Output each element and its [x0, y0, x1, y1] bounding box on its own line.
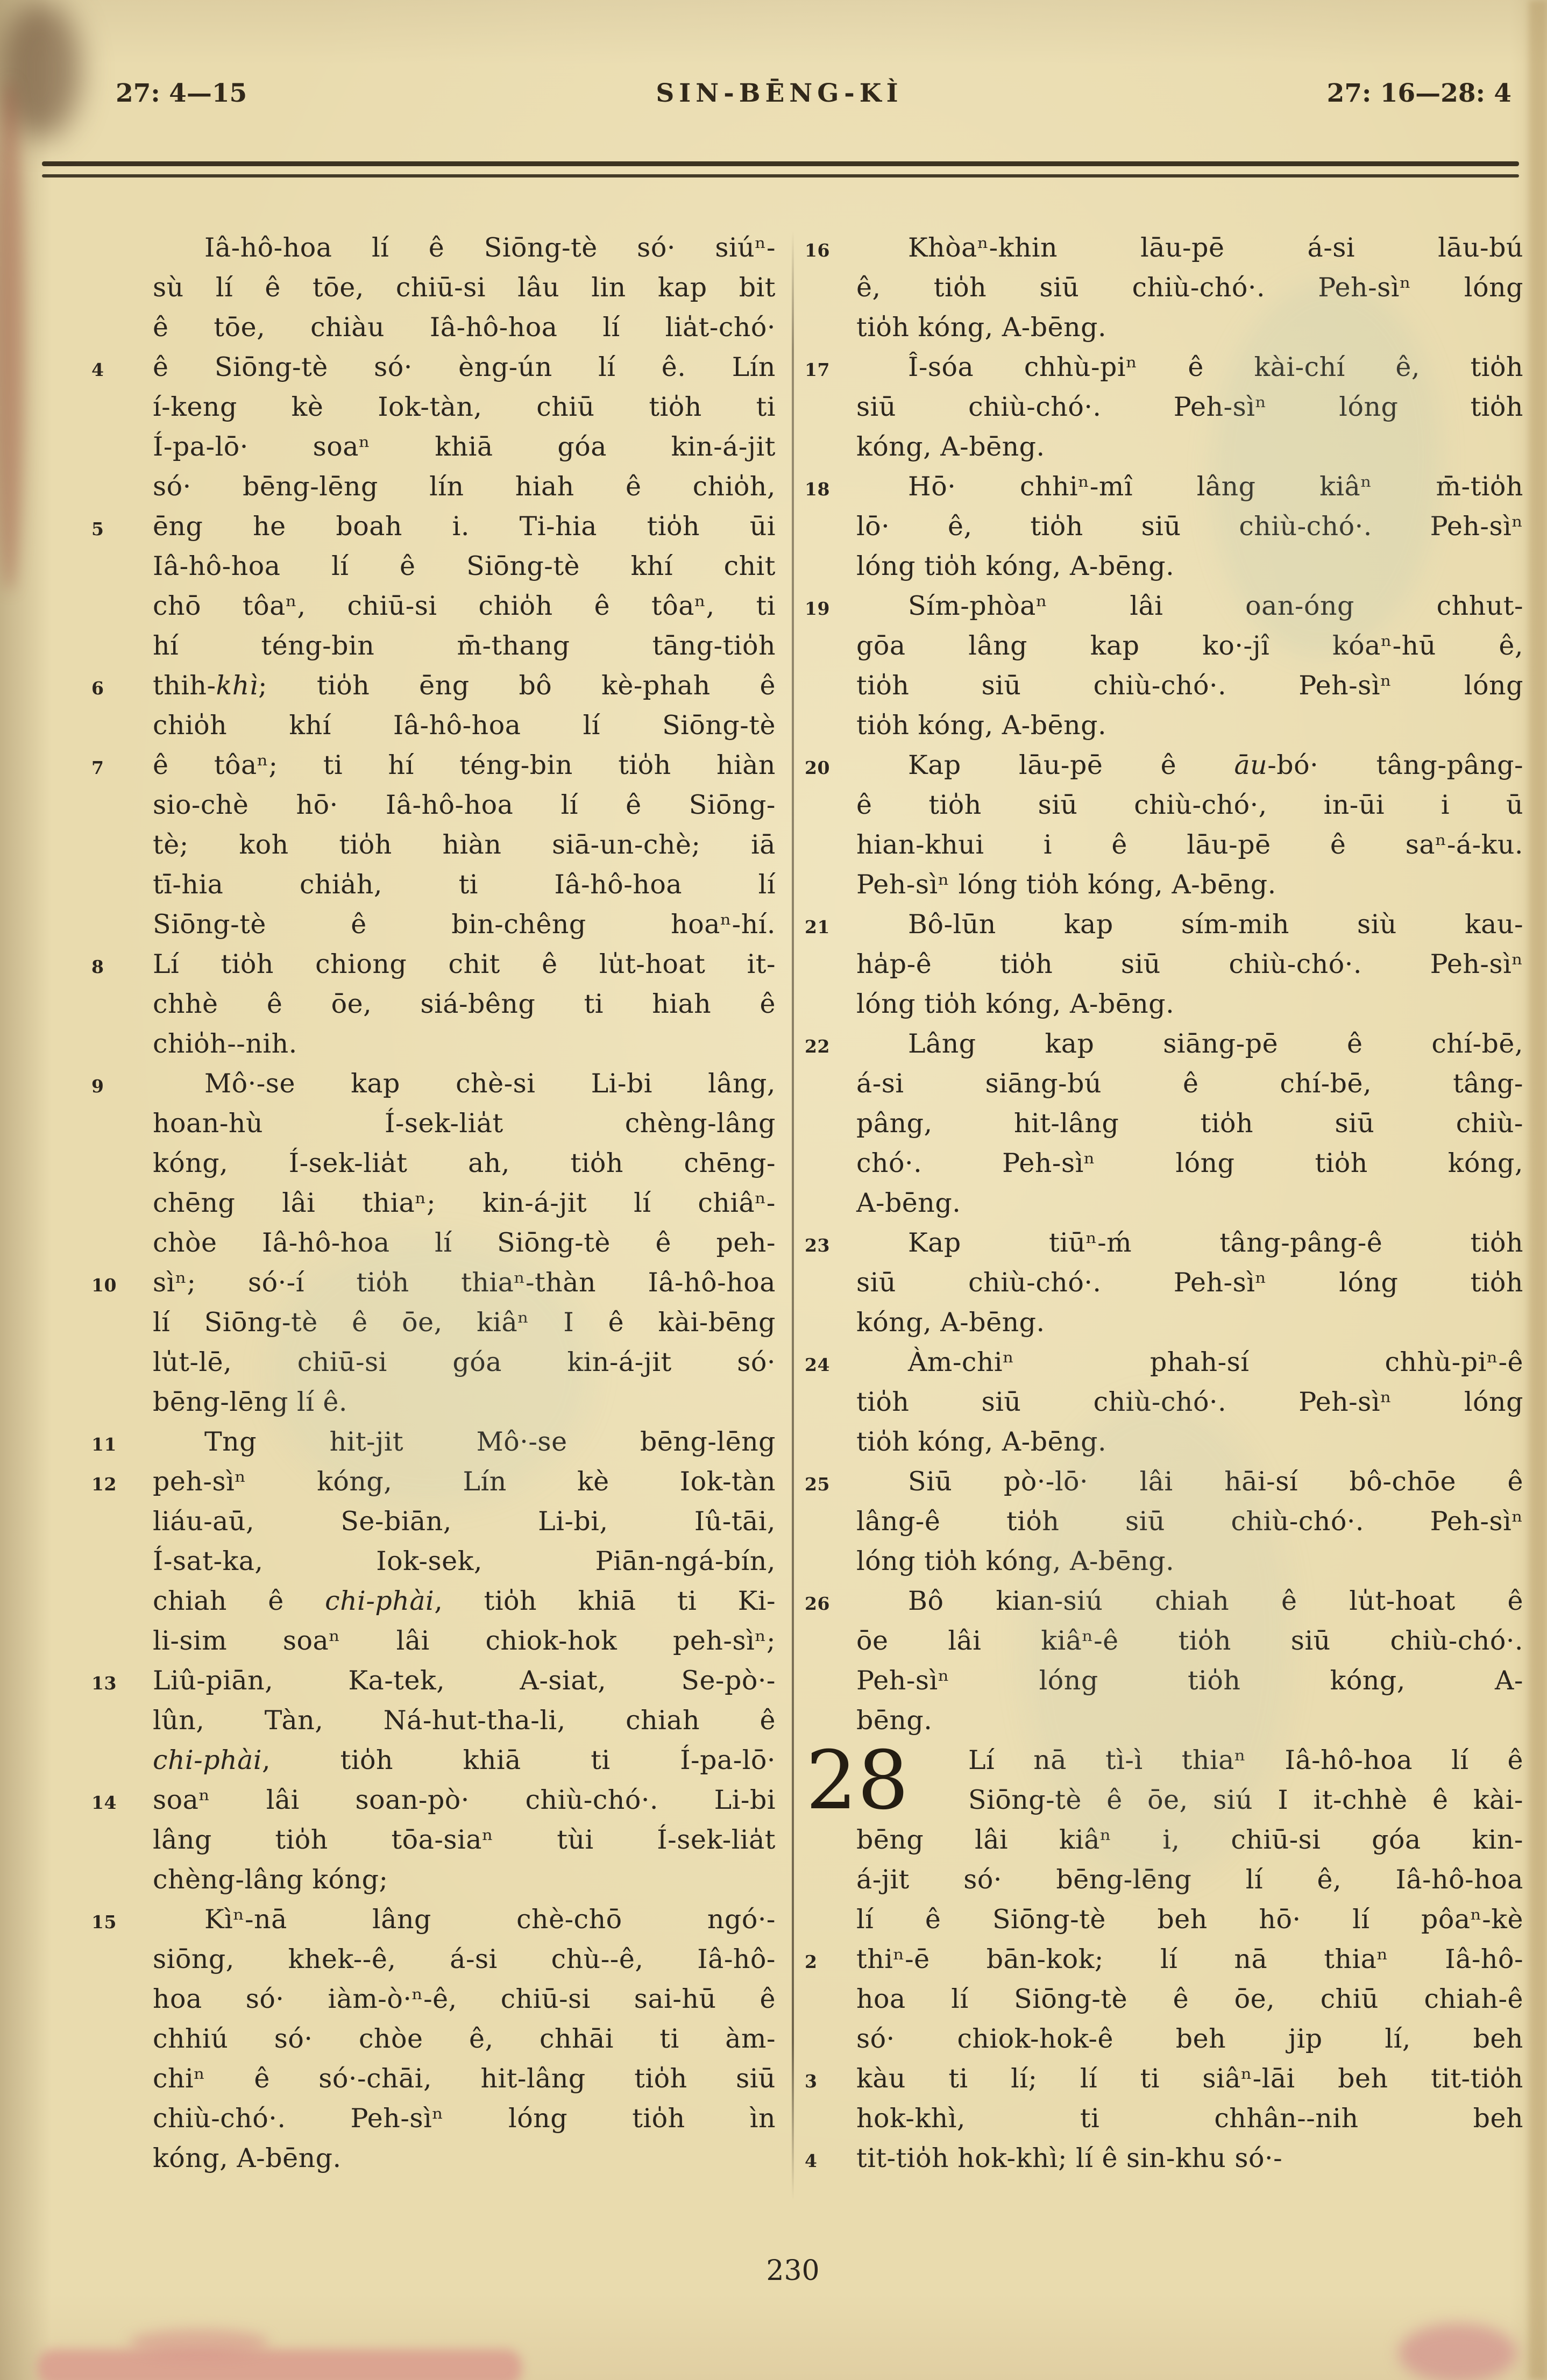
verse-text: Siū pò·-lō· lâi hāi-sí bô-chōe ê: [908, 1466, 1523, 1497]
verse-text: lâng-ê tio̍h siū chiù-chó·. Peh-sìⁿ: [856, 1506, 1523, 1537]
verse-text: liáu-aū, Se-biān, Li-bi, Iû-tāi,: [153, 1506, 776, 1537]
verse-text: Lí tio̍h chiong chit ê lu̍t-hoat it-: [153, 949, 776, 979]
verse-text: á-jit só· bēng-lēng lí ê, Iâ-hô-hoa: [856, 1864, 1523, 1895]
verse-text: chó·. Peh-sìⁿ lóng tio̍h kóng,: [856, 1148, 1523, 1178]
corner-pink-stain: [1399, 2324, 1517, 2380]
verse-text: peh-sìⁿ kóng, Lín kè Iok-tàn: [153, 1466, 776, 1497]
verse-text: bēng-lēng lí ê.: [153, 1387, 348, 1417]
verse-text: lóng tio̍h kóng, A-bēng.: [856, 1546, 1175, 1576]
verse-text: hoa só· iàm-ò·ⁿ-ê, chiū-si sai-hū ê: [153, 1984, 776, 2014]
page-number: 230: [766, 2255, 820, 2287]
verse-line: [153, 546, 776, 586]
verse-line: [91, 944, 776, 984]
verse-text: ê, tio̍h siū chiù-chó·. Peh-sìⁿ lóng: [856, 272, 1523, 303]
verse-text: siū chiù-chó·. Peh-sìⁿ lóng tio̍h: [856, 1267, 1523, 1298]
verse-text: ha̍p-ê tio̍h siū chiù-chó·. Peh-sìⁿ: [856, 949, 1523, 979]
verse-line: [153, 1860, 776, 1900]
verse-line: [153, 1820, 776, 1860]
verse-line: [153, 1024, 776, 1064]
verse-text: tio̍h kóng, A-bēng.: [856, 312, 1107, 343]
verse-text: chēng lâi thiaⁿ; kin-á-jit lí chiâⁿ-: [153, 1188, 776, 1218]
verse-text: chiⁿ ê só·-chāi, hit-lâng tio̍h siū: [153, 2063, 776, 2094]
verse-line: [153, 825, 776, 865]
verse-text: ê tio̍h siū chiù-chó·, in-ūi i ū: [856, 790, 1523, 820]
verse-text: Kìⁿ-nā lâng chè-chō ngó·-: [204, 1904, 776, 1935]
verse-line: [805, 745, 1523, 785]
verse-line: [153, 1939, 776, 1979]
verse-line: [153, 1979, 776, 2019]
verse-line: [856, 1900, 1523, 1939]
verse-line: [153, 1183, 776, 1223]
verse-number: 6: [91, 678, 104, 699]
verse-number: 22: [805, 1036, 830, 1057]
verse-text: pâng, hit-lâng tio̍h siū chiù-: [856, 1108, 1523, 1139]
verse-text: lí Siōng-tè ê ōe, kiâⁿ I ê kài-bēng: [153, 1307, 776, 1338]
verse-line: [856, 2019, 1523, 2059]
verse-text: Tng hit-jit Mô·-se bēng-lēng: [204, 1426, 776, 1457]
verse-text: kàu ti lí; lí ti siâⁿ-lāi beh tit-tio̍h: [856, 2063, 1523, 2094]
verse-number: 25: [805, 1474, 830, 1495]
verse-line: [153, 1701, 776, 1740]
verse-text: Siōng-tè ê bin-chêng hoaⁿ-hí.: [153, 909, 776, 940]
verse-line: [856, 1263, 1523, 1303]
verse-number: 16: [805, 240, 830, 261]
verse-text: tio̍h kóng, A-bēng.: [856, 1426, 1107, 1457]
verse-text: lóng tio̍h kóng, A-bēng.: [856, 989, 1175, 1019]
verse-number: 23: [805, 1235, 830, 1256]
verse-text: chòe Iâ-hô-hoa lí Siōng-tè ê peh-: [153, 1227, 776, 1258]
verse-line: [153, 2139, 776, 2178]
verse-line: [856, 785, 1523, 825]
verse-number: 17: [805, 359, 830, 380]
verse-text: só· bēng-lēng lín hiah ê chio̍h,: [153, 471, 776, 502]
verse-text: Hō· chhiⁿ-mî lâng kiâⁿ m̄-tio̍h: [908, 471, 1523, 502]
verse-text: Í-sat-ka, Iok-sek, Piān-ngá-bín,: [153, 1546, 776, 1576]
verse-line: [153, 2099, 776, 2139]
verse-text: tī-hia chia̍h, ti Iâ-hô-hoa lí: [153, 869, 776, 900]
verse-line: [91, 1900, 776, 1939]
verse-number: 14: [91, 1792, 117, 1813]
verse-text: lō· ê, tio̍h siū chiù-chó·. Peh-sìⁿ: [856, 511, 1523, 542]
verse-number: 12: [91, 1474, 117, 1495]
verse-line: [153, 387, 776, 427]
verse-text: tè; koh tio̍h hiàn siā-un-chè; iā: [153, 829, 776, 860]
header-rule-bottom: [42, 174, 1519, 177]
verse-text: hian-khui i ê lāu-pē ê saⁿ-á-ku.: [856, 829, 1523, 860]
header-rule-top: [42, 161, 1519, 166]
verse-text: lâng tio̍h tōa-siaⁿ tùi Í-sek-lia̍t: [153, 1824, 776, 1855]
verse-text: soaⁿ lâi soan-pò· chiù-chó·. Li-bi: [153, 1785, 776, 1815]
verse-line: [153, 905, 776, 944]
verse-line: [153, 865, 776, 905]
verse-text: Khòaⁿ-khin lāu-pē á-si lāu-bú: [908, 232, 1523, 263]
verse-text: í-keng kè Iok-tàn, chiū tio̍h ti: [153, 392, 776, 422]
verse-number: 11: [91, 1434, 117, 1455]
verse-line: [805, 586, 1523, 626]
verse-line: [805, 2059, 1523, 2099]
verse-text: kóng, A-bēng.: [856, 1307, 1045, 1338]
verse-text: lí ê Siōng-tè beh hō· lí pôaⁿ-kè: [856, 1904, 1523, 1935]
verse-text: Peh-sìⁿ lóng tio̍h kóng, A-bēng.: [856, 869, 1276, 900]
verse-line: [153, 308, 776, 347]
verse-text: tio̍h siū chiù-chó·. Peh-sìⁿ lóng: [856, 670, 1523, 701]
verse-line: [91, 666, 776, 706]
verse-line: [856, 825, 1523, 865]
verse-text: Peh-sìⁿ lóng tio̍h kóng, A-: [856, 1665, 1523, 1696]
verse-text: Mô·-se kap chè-si Li-bi lâng,: [204, 1068, 776, 1099]
verse-text: tit-tio̍h hok-khì; lí ê sin-khu só·-: [856, 2143, 1283, 2173]
verse-text: li-sim soaⁿ lâi chiok-hok peh-sìⁿ;: [153, 1625, 776, 1656]
verse-text: siū chiù-chó·. Peh-sìⁿ lóng tio̍h: [856, 392, 1523, 422]
verse-number: 9: [91, 1076, 104, 1097]
verse-text: chiah ê chi-phài, tio̍h khiā ti Ki-: [153, 1586, 776, 1616]
verse-text: Sím-phòaⁿ lâi oan-óng chhut-: [908, 591, 1523, 621]
verse-line: [856, 666, 1523, 706]
verse-text: chio̍h khí Iâ-hô-hoa lí Siōng-tè: [153, 710, 776, 741]
verse-line: [856, 1183, 1523, 1223]
verse-line: [856, 626, 1523, 666]
verse-text: Liû-piān, Ka-tek, A-siat, Se-pò·-: [153, 1665, 776, 1696]
running-header: [43, 79, 1516, 122]
verse-text: Siōng-tè ê ōe, siú I it-chhè ê kài-: [968, 1785, 1523, 1815]
verse-text: ê tôaⁿ; ti hí téng-bin tio̍h hiàn: [153, 750, 776, 780]
verse-text: kóng, A-bēng.: [153, 2143, 342, 2173]
verse-text: lóng tio̍h kóng, A-bēng.: [856, 551, 1175, 581]
verse-number: 18: [805, 479, 830, 500]
verse-line: [856, 944, 1523, 984]
verse-text: Bô-lūn kap sím-mih siù kau-: [908, 909, 1523, 940]
book-title: SIN-BĒNG-KÌ: [656, 79, 903, 108]
verse-line: [91, 745, 776, 785]
verse-line: [153, 785, 776, 825]
verse-number: 8: [91, 956, 104, 977]
verse-line: [153, 2059, 776, 2099]
verse-number: 4: [805, 2150, 818, 2171]
verse-text: tio̍h kóng, A-bēng.: [856, 710, 1107, 741]
verse-text: siōng, khek--ê, á-si chù--ê, Iâ-hô-: [153, 1944, 776, 1974]
verse-line: [805, 1223, 1523, 1263]
verse-text: chhè ê ōe, siá-bêng ti hiah ê: [153, 989, 776, 1019]
verse-line: [153, 984, 776, 1024]
verse-text: só· chiok-hok-ê beh jip lí, beh: [856, 2023, 1523, 2054]
bottom-pink-stain-small: [129, 2329, 269, 2356]
showthrough-ghost: [269, 1237, 592, 1506]
verse-text: lu̍t-lē, chiū-si góa kin-á-jit só·: [153, 1347, 776, 1377]
verse-line: [153, 427, 776, 467]
verse-line: [153, 586, 776, 626]
verse-number: 20: [805, 757, 830, 778]
verse-line: [91, 347, 776, 387]
verse-line: [856, 1104, 1523, 1143]
verse-line: [91, 1780, 776, 1820]
verse-text: hoan-hù Í-sek-lia̍t chèng-lâng: [153, 1108, 776, 1139]
verse-text: sio-chè hō· Iâ-hô-hoa lí ê Siōng-: [153, 790, 776, 820]
verse-line: [805, 2139, 1523, 2178]
verse-line: [856, 1979, 1523, 2019]
verse-text: gōa lâng kap ko·-jî kóaⁿ-hū ê,: [856, 630, 1523, 661]
left-text-column: [91, 228, 776, 2178]
verse-line: [856, 2099, 1523, 2139]
verse-text: Kap tiūⁿ-ḿ tâng-pâng-ê tio̍h: [908, 1227, 1523, 1258]
verse-number: 24: [805, 1354, 830, 1375]
verse-line: [856, 1143, 1523, 1183]
left-edge-red-stain: [0, 81, 24, 592]
verse-text: chiù-chó·. Peh-sìⁿ lóng tio̍h ìn: [153, 2103, 776, 2134]
verse-line: [153, 1143, 776, 1183]
verse-number: 26: [805, 1593, 830, 1614]
verse-text: bēng lâi kiâⁿ i, chiū-si góa kin-: [856, 1824, 1523, 1855]
verse-line: [153, 626, 776, 666]
verse-text: á-si siāng-bú ê chí-bē, tâng-: [856, 1068, 1523, 1099]
verse-text: sìⁿ; só·-í tio̍h thiaⁿ-thàn Iâ-hô-hoa: [153, 1267, 776, 1298]
verse-number: 15: [91, 1912, 117, 1933]
verse-line: [856, 308, 1523, 347]
verse-text: ōe lâi kiâⁿ-ê tio̍h siū chiù-chó·.: [856, 1625, 1523, 1656]
verse-line: [91, 507, 776, 546]
verse-line: [856, 706, 1523, 745]
verse-line: [805, 1939, 1523, 1979]
verse-line: [153, 706, 776, 745]
verse-text: Lâng kap siāng-pē ê chí-bē,: [908, 1028, 1523, 1059]
verse-text: Lí nā tì-ì thiaⁿ Iâ-hô-hoa lí ê: [968, 1745, 1523, 1775]
verse-line: [805, 228, 1523, 268]
verse-text: thiⁿ-ē bān-kok; lí nā thiaⁿ Iâ-hô-: [856, 1944, 1523, 1974]
verse-text: hí téng-bin m̄-thang tāng-tio̍h: [153, 630, 776, 661]
verse-number: 19: [805, 598, 830, 619]
verse-text: tio̍h siū chiù-chó·. Peh-sìⁿ lóng: [856, 1387, 1523, 1417]
verse-line: [856, 1064, 1523, 1104]
verse-number: 2: [805, 1951, 818, 1972]
verse-text: sù lí ê tōe, chiū-si lâu lin kap bit: [153, 272, 776, 303]
verse-number: 5: [91, 518, 104, 539]
verse-text: Àm-chiⁿ phah-sí chhù-piⁿ-ê: [908, 1347, 1523, 1377]
verse-line: [805, 1342, 1523, 1382]
verse-text: A-bēng.: [856, 1188, 961, 1218]
verse-text: chio̍h--nih.: [153, 1028, 297, 1059]
verse-text: hoa lí Siōng-tè ê ōe, chiū chiah-ê: [856, 1984, 1523, 2014]
verse-text: ê Siōng-tè só· èng-ún lí ê. Lín: [153, 352, 776, 382]
verse-text: lûn, Tàn, Ná-hut-tha-li, chiah ê: [153, 1705, 776, 1736]
verse-line: [153, 1740, 776, 1780]
verse-line: [91, 1661, 776, 1701]
verse-number: 7: [91, 757, 104, 778]
verse-text: kóng, A-bēng.: [856, 431, 1045, 462]
verse-line: [153, 1621, 776, 1661]
chapter-number: 28: [806, 1734, 909, 1828]
verse-text: Î-sóa chhù-piⁿ ê kài-chí ê, tio̍h: [908, 352, 1523, 382]
verse-text: ê tōe, chiàu Iâ-hô-hoa lí lia̍t-chó·: [153, 312, 776, 343]
verse-line: [856, 268, 1523, 308]
verse-text: chi-phài, tio̍h khiā ti Í-pa-lō·: [153, 1745, 776, 1775]
verse-text: Iâ-hô-hoa lí ê Siōng-tè khí chit: [153, 551, 776, 581]
verse-text: hok-khì, ti chhân--nih beh: [856, 2103, 1523, 2134]
verse-line: [856, 865, 1523, 905]
verse-line: [805, 1024, 1523, 1064]
showthrough-ghost: [1022, 1398, 1291, 1882]
verse-line: [856, 1303, 1523, 1342]
verse-number: 21: [805, 917, 830, 937]
verse-text: chhiú só· chòe ê, chhāi ti àm-: [153, 2023, 776, 2054]
verse-text: Kap lāu-pē ê āu-bó· tâng-pâng-: [908, 750, 1523, 780]
verse-text: ēng he boah i. Ti-hia tio̍h ūi: [153, 511, 776, 542]
verse-line: [153, 1581, 776, 1621]
verse-number: 3: [805, 2071, 818, 2092]
verse-line: [153, 1104, 776, 1143]
verse-line: [153, 268, 776, 308]
header-left-reference: 27: 4—15: [116, 79, 247, 108]
verse-text: Bô kian-siú chiah ê lu̍t-hoat ê: [908, 1586, 1523, 1616]
verse-line: [153, 1541, 776, 1581]
verse-line: [153, 467, 776, 507]
verse-text: Í-pa-lō· soaⁿ khiā góa kin-á-jit: [153, 431, 776, 462]
verse-number: 13: [91, 1673, 117, 1694]
bottom-pink-stain: [38, 2349, 522, 2380]
header-right-reference: 27: 16—28: 4: [1326, 79, 1511, 108]
verse-line: [153, 1502, 776, 1541]
verse-line: [805, 905, 1523, 944]
column-divider: [792, 231, 794, 2200]
verse-text: chō tôaⁿ, chiū-si chio̍h ê tôaⁿ, ti: [153, 591, 776, 621]
verse-text: kóng, Í-sek-lia̍t ah, tio̍h chēng-: [153, 1148, 776, 1178]
verse-line: [856, 984, 1523, 1024]
verse-line: [91, 1064, 776, 1104]
verse-line: [153, 2019, 776, 2059]
verse-text: Iâ-hô-hoa lí ê Siōng-tè só· siúⁿ-: [204, 232, 776, 263]
verse-number: 10: [91, 1275, 117, 1296]
verse-line: [153, 228, 776, 268]
verse-text: bēng.: [856, 1705, 933, 1736]
verse-text: chèng-lâng kóng;: [153, 1864, 388, 1895]
right-edge-shading: [1529, 0, 1547, 2380]
verse-number: 4: [91, 359, 104, 380]
verse-text: thih-khì; tio̍h ēng bô kè-phah ê: [153, 670, 776, 701]
